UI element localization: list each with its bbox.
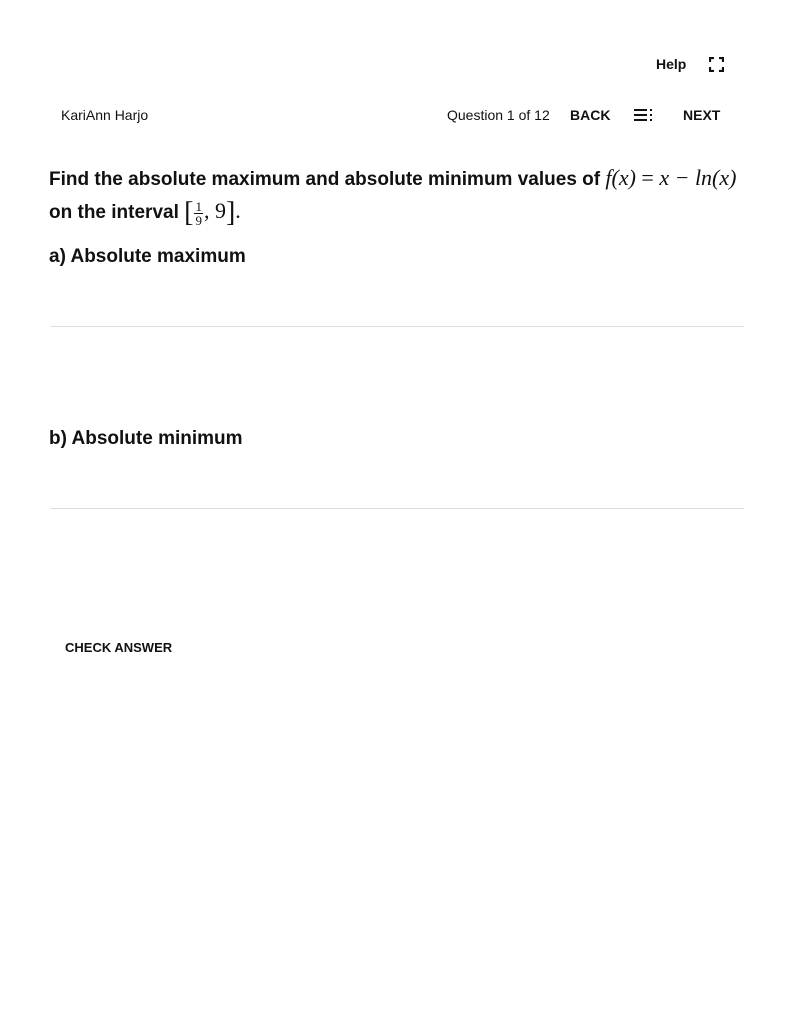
back-button[interactable]: BACK xyxy=(570,107,611,123)
interval-upper: 9 xyxy=(214,198,226,223)
user-name: KariAnn Harjo xyxy=(61,107,149,123)
interval-fraction xyxy=(194,200,203,227)
function-rhs: x − ln(x) xyxy=(659,165,737,190)
question-prompt xyxy=(49,162,749,228)
function-lhs: f(x) xyxy=(605,165,636,190)
part-a-label: a) Absolute maximum xyxy=(49,246,246,267)
fraction-numerator: 1 xyxy=(195,199,202,214)
question-text-start: Find the absolute maximum and absolute minimum values of xyxy=(49,169,601,190)
fraction-denominator: 9 xyxy=(195,213,202,228)
question-counter: Question 1 of 12 xyxy=(447,107,550,123)
check-answer-button[interactable]: CHECK ANSWER xyxy=(56,635,181,660)
absolute-maximum-input[interactable] xyxy=(50,298,744,327)
question-text-middle: on the interval xyxy=(49,202,179,223)
absolute-minimum-input[interactable] xyxy=(50,480,744,509)
function-definition: f(x) = x − ln(x) xyxy=(605,165,737,190)
help-link[interactable]: Help xyxy=(656,56,687,72)
question-list-icon[interactable] xyxy=(634,107,654,123)
fullscreen-icon[interactable] xyxy=(709,57,724,72)
part-b-label: b) Absolute minimum xyxy=(49,428,243,449)
next-button[interactable]: NEXT xyxy=(683,107,721,123)
interval: [ $\frac{1}{9}$ , 9]. xyxy=(184,197,241,228)
